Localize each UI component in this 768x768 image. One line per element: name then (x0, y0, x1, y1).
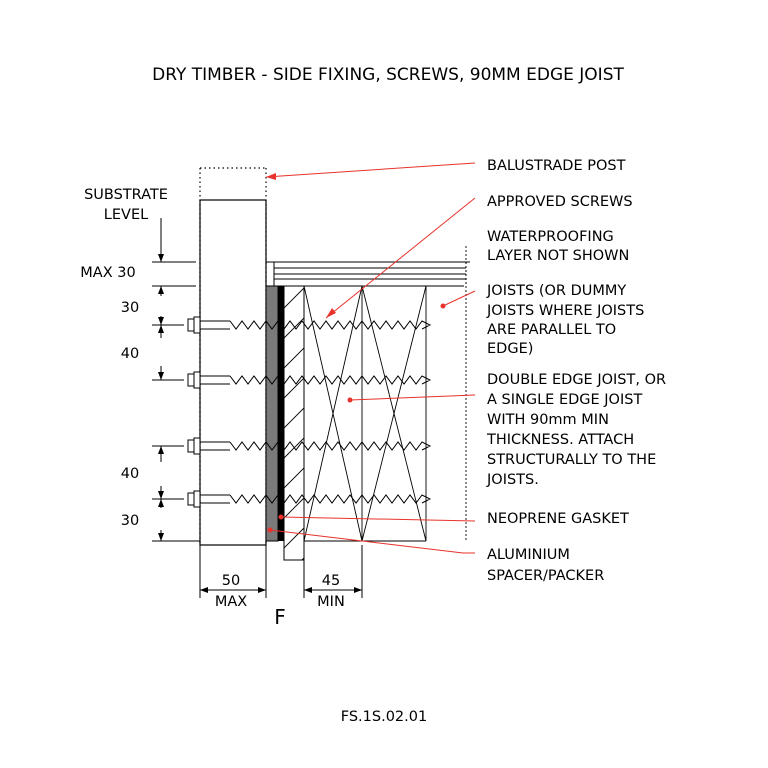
dim-max: MAX (214, 594, 248, 610)
callouts (486, 158, 666, 584)
substrate-level-line1: SUBSTRATE (84, 187, 168, 203)
dim-40-top: 40 (120, 346, 140, 362)
callout-edge-joist-5: STRUCTURALLY TO THE (487, 452, 657, 468)
drawing-code: FS.1S.02.01 (340, 709, 428, 725)
dim-30-bottom: 30 (120, 513, 140, 529)
callout-joists-3: ARE PARALLEL TO (487, 322, 617, 338)
screw-1 (188, 317, 430, 333)
bottom-dimensions (200, 545, 362, 598)
callout-aluminium-2: SPACER/PACKER (487, 568, 605, 584)
left-dimension-arrows (158, 254, 164, 541)
callout-joists-2: JOISTS WHERE JOISTS (487, 303, 645, 319)
callout-approved-screws: APPROVED SCREWS (487, 194, 633, 210)
dim-min: MIN (317, 594, 345, 610)
callout-edge-joist-4: THICKNESS. ATTACH (487, 432, 635, 448)
balustrade-post (200, 168, 266, 545)
screw-2 (188, 372, 430, 388)
dim-50: 50 (221, 573, 241, 589)
callout-edge-joist-6: JOISTS. (487, 472, 539, 488)
substrate-level-line2: LEVEL (103, 207, 149, 223)
callout-edge-joist-3: WITH 90mm MIN (487, 412, 609, 428)
callout-balustrade-post: BALUSTRADE POST (487, 158, 626, 174)
leader-lines (266, 163, 475, 553)
callout-waterproofing-1: WATERPROOFING (487, 229, 614, 245)
dim-45: 45 (321, 573, 341, 589)
callout-joists-4: EDGE) (487, 341, 534, 357)
edge-joist (284, 286, 304, 578)
callout-edge-joist-1: DOUBLE EDGE JOIST, OR (487, 372, 667, 388)
drawing-title: DRY TIMBER - SIDE FIXING, SCREWS, 90MM EDGE JOIST (152, 65, 624, 85)
f-marker: F (274, 605, 286, 629)
callout-aluminium-1: ALUMINIUM (487, 547, 570, 563)
screw-3 (188, 438, 430, 454)
callout-edge-joist-2: A SINGLE EDGE JOIST (487, 392, 643, 408)
callout-joists-1: JOISTS (OR DUMMY (487, 283, 627, 299)
callout-waterproofing-2: LAYER NOT SHOWN (487, 248, 630, 264)
dim-30-top: 30 (120, 300, 140, 316)
dim-40-bottom: 40 (120, 466, 140, 482)
screw-4 (188, 491, 430, 507)
decking-layers (266, 262, 470, 286)
dim-max-30: MAX 30 (80, 265, 136, 281)
callout-neoprene-gasket: NEOPRENE GASKET (487, 511, 629, 527)
